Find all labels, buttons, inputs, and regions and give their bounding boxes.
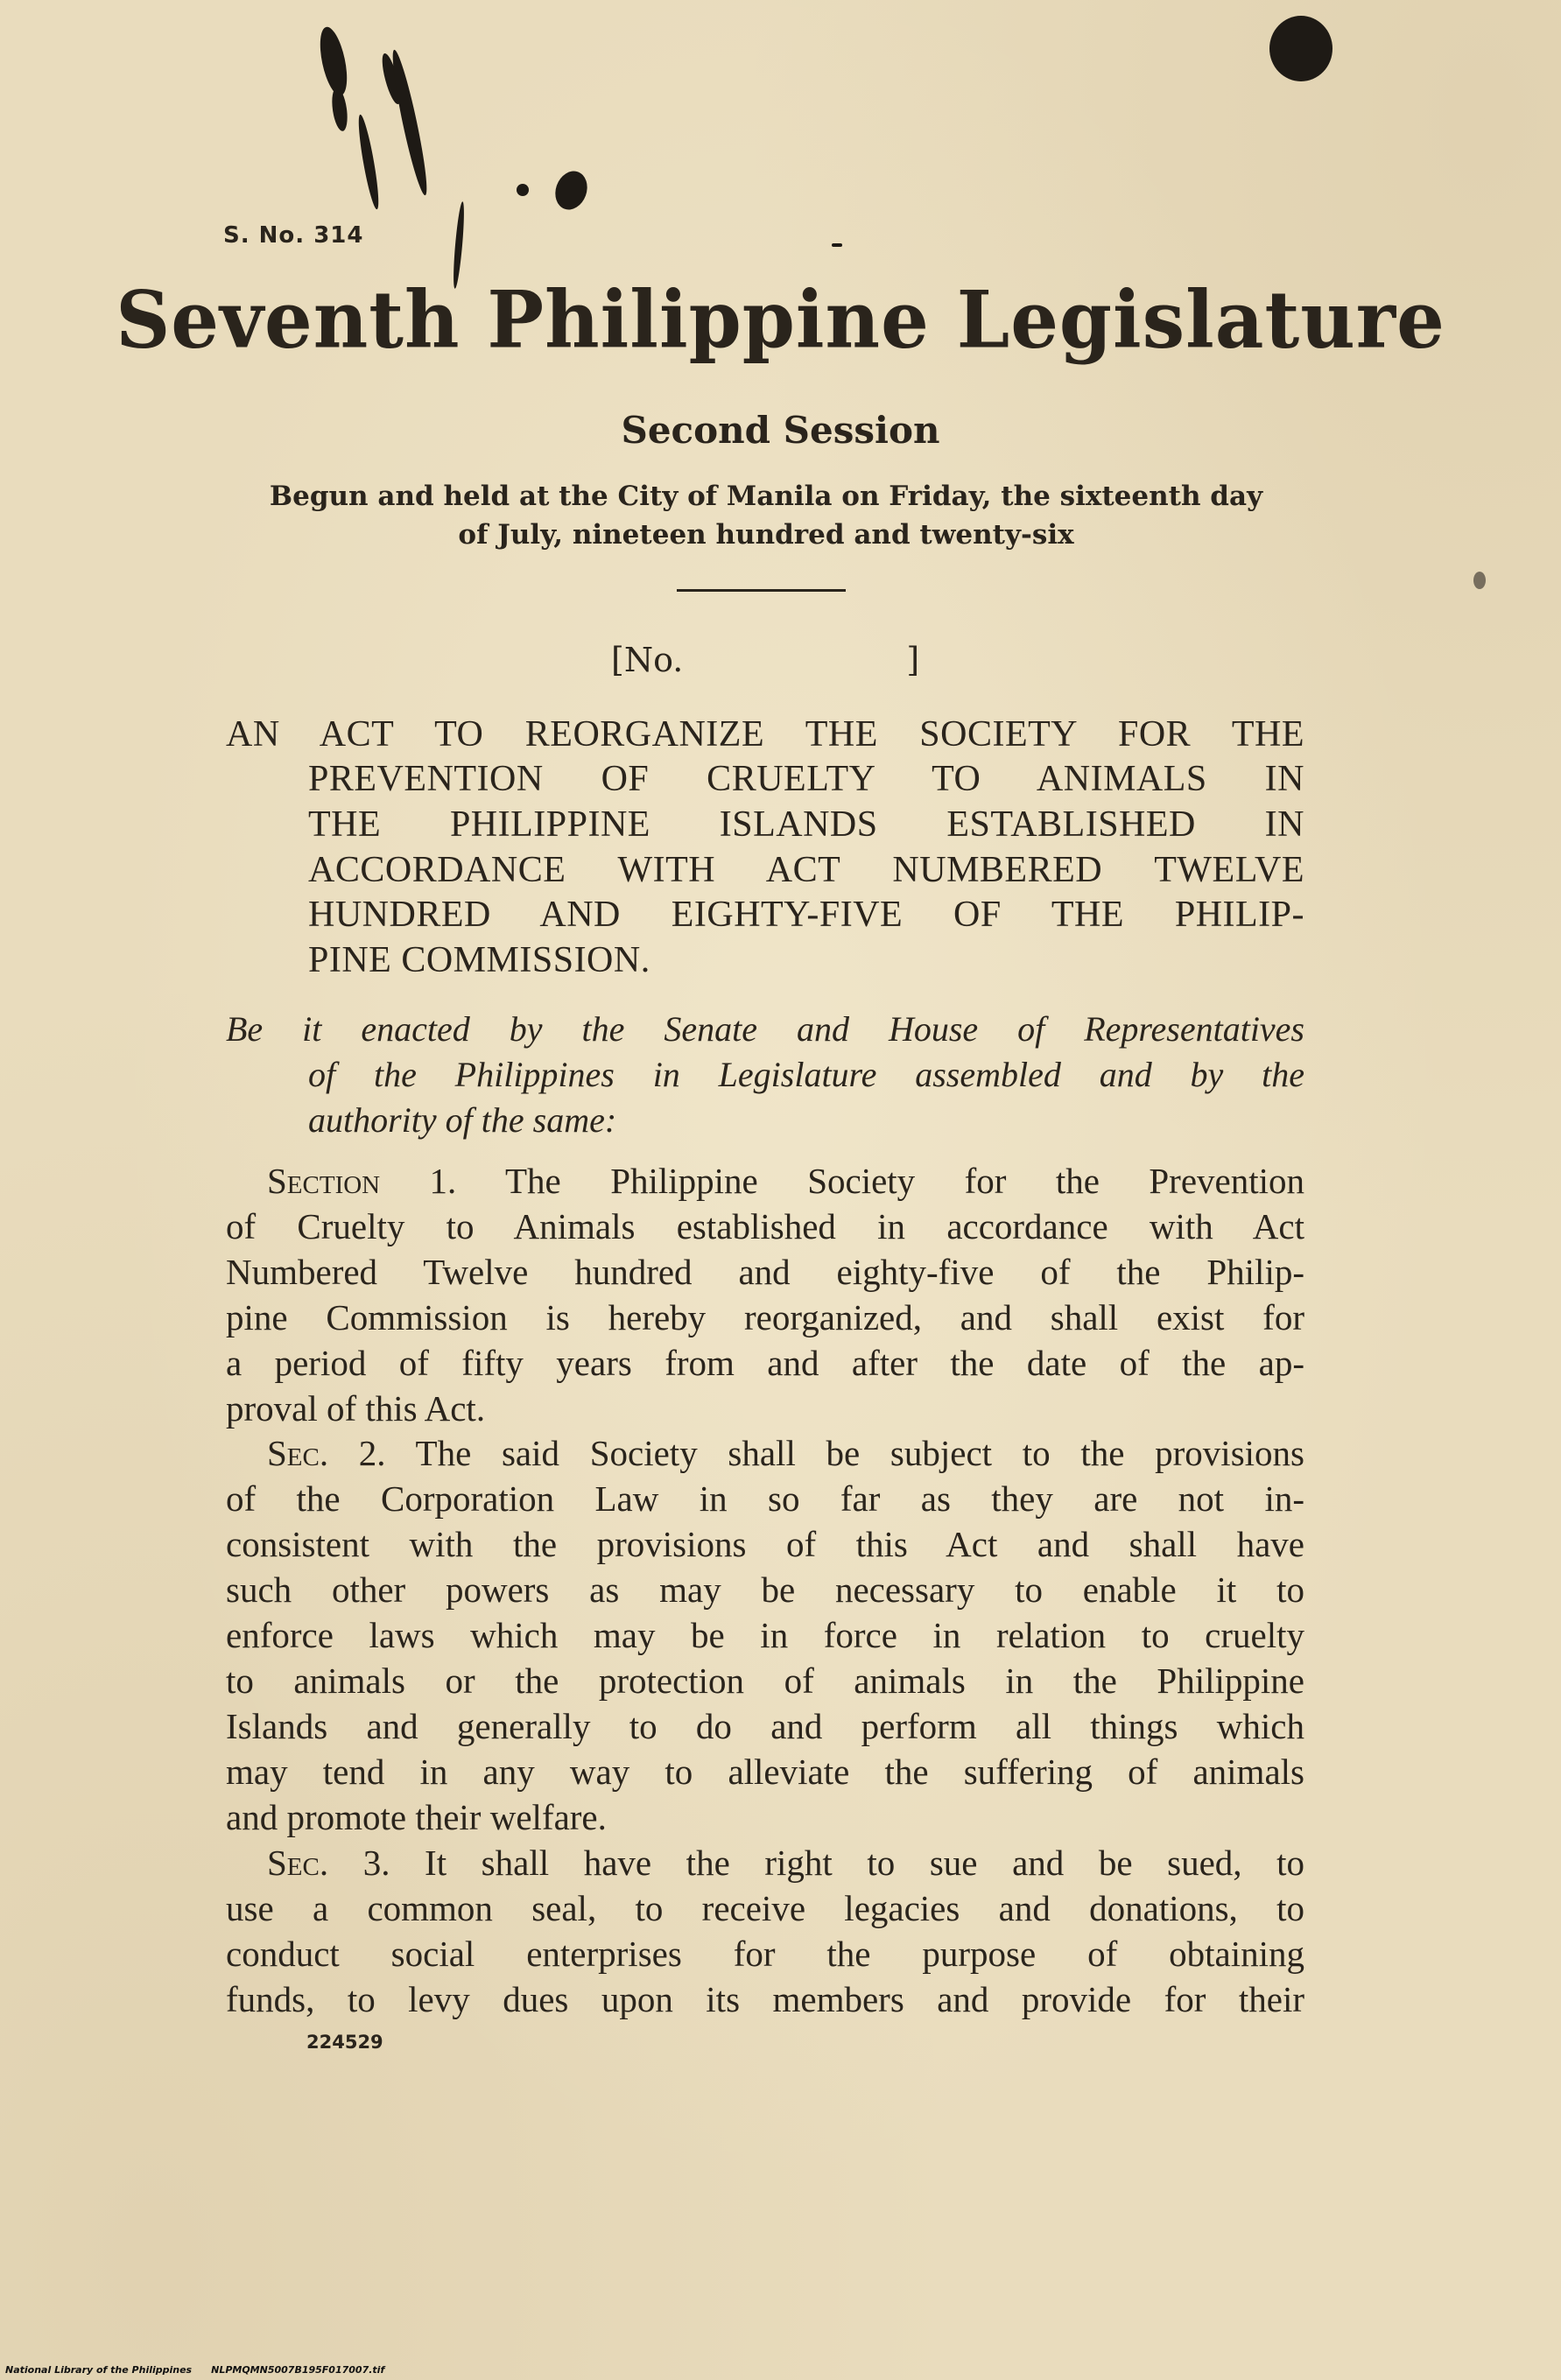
enacting-clause-line: of the Philippines in Legislature assembled and by the — [308, 1055, 1304, 1094]
section-line: use a common seal, to receive legacies and donations, to — [226, 1888, 1304, 1928]
page-footer-number: 224529 — [306, 2032, 383, 2053]
enacting-clause-line: Be it enacted by the Senate and House of Representatives — [226, 1009, 1304, 1049]
act-number — [611, 641, 919, 679]
ink-stain — [517, 184, 529, 196]
section-label: Sec. 2. — [267, 1433, 386, 1473]
archive-library: National Library of the Philippines — [5, 2364, 193, 2376]
section-first-line: The Philippine Society for the Prevention — [505, 1161, 1304, 1201]
ink-stain — [330, 87, 350, 132]
enacting-clause-line: authority of the same: — [308, 1100, 617, 1140]
act-number-open: [No. — [611, 641, 684, 679]
section-line: may tend in any way to alleviate the suffering of animals — [226, 1752, 1304, 1792]
ink-stain — [388, 48, 432, 197]
section-line: enforce laws which may be in force in relation to cruelty — [226, 1615, 1304, 1655]
section-line: of the Corporation Law in so far as they are not in- — [226, 1478, 1304, 1519]
session-date-line: Begun and held at the City of Manila on Friday, the sixteenth day — [269, 481, 1263, 512]
ink-stain — [832, 243, 842, 247]
act-title-line: AN ACT TO REORGANIZE THE SOCIETY FOR THE — [226, 714, 1304, 755]
section-line: Numbered Twelve hundred and eighty-five of the Philip- — [226, 1252, 1304, 1292]
section-line: such other powers as may be necessary to enable it to — [226, 1569, 1304, 1610]
act-title-line: HUNDRED AND EIGHTY-FIVE OF THE PHILIP- — [308, 895, 1304, 935]
section-line — [267, 1160, 1304, 1205]
section-label: Section 1. — [267, 1161, 457, 1201]
session-date-line: of July, nineteen hundred and twenty-six — [458, 519, 1074, 551]
ink-stain — [315, 25, 352, 98]
session-title: Second Session — [621, 409, 940, 452]
section-label: Sec. 3. — [267, 1843, 390, 1883]
divider — [677, 589, 846, 592]
section-first-line: It shall have the right to sue and be sued, to — [425, 1843, 1305, 1883]
ink-stain — [550, 166, 592, 214]
section-line: proval of this Act. — [226, 1388, 486, 1429]
section-line: a period of fifty years from and after the date of the ap- — [226, 1343, 1304, 1383]
section-line: to animals or the protection of animals in the Philippine — [226, 1660, 1304, 1701]
section-line — [267, 1432, 1304, 1478]
act-title-line: THE PHILIPPINE ISLANDS ESTABLISHED IN — [308, 804, 1304, 845]
ink-stain — [355, 114, 383, 210]
legislature-title: Seventh Philippine Legislature — [116, 273, 1445, 367]
archive-footer — [5, 2364, 404, 2376]
section-line: funds, to levy dues upon its members and provide for their — [226, 1979, 1304, 2019]
section-first-line: The said Society shall be subject to the provisions — [415, 1433, 1304, 1473]
archive-file-id: NLPMQMN5007B195F017007.tif — [211, 2364, 385, 2376]
act-title-line: ACCORDANCE WITH ACT NUMBERED TWELVE — [308, 850, 1304, 890]
section-line — [267, 1842, 1304, 1887]
ink-stain — [1473, 572, 1486, 589]
section-line: and promote their welfare. — [226, 1797, 607, 1837]
act-number-close: ] — [906, 641, 920, 679]
section-line: pine Commission is hereby reorganized, and shall exist for — [226, 1297, 1304, 1337]
bill-number: S. No. 314 — [223, 222, 364, 249]
session-date — [219, 477, 1313, 554]
section-line: consistent with the provisions of this Act and shall have — [226, 1524, 1304, 1564]
act-title-line: PINE COMMISSION. — [308, 940, 650, 980]
section-line: of Cruelty to Animals established in accordance with Act — [226, 1206, 1304, 1246]
section-line: conduct social enterprises for the purpose of obtaining — [226, 1934, 1304, 1974]
act-title-line: PREVENTION OF CRUELTY TO ANIMALS IN — [308, 759, 1304, 799]
section-line: Islands and generally to do and perform all things which — [226, 1706, 1304, 1746]
ink-stain — [1269, 16, 1332, 81]
